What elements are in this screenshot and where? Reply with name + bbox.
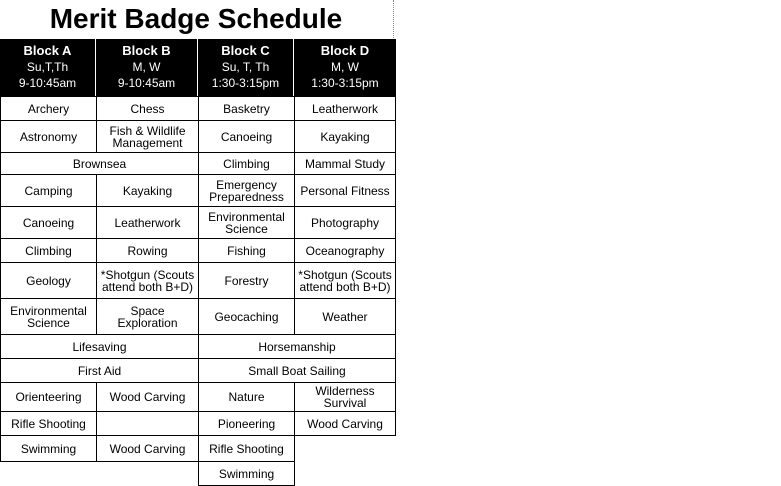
schedule-cell: Nature xyxy=(198,382,295,412)
schedule-cell: Environmental Science xyxy=(198,206,295,239)
schedule-cell: Climbing xyxy=(198,152,295,175)
schedule-cell: Fishing xyxy=(198,238,295,263)
schedule-cell: Brownsea xyxy=(0,152,199,175)
block-d-time: 1:30-3:15pm xyxy=(311,76,379,90)
schedule-cell: Leatherwork xyxy=(294,96,396,121)
schedule-cell: Kayaking xyxy=(96,174,199,207)
block-a-days: Su,T,Th xyxy=(26,60,69,74)
schedule-cell: Rifle Shooting xyxy=(198,435,295,462)
block-c-days: Su, T, Th xyxy=(221,60,270,74)
schedule-cell: Archery xyxy=(0,96,97,121)
schedule-cell: Geology xyxy=(0,262,97,299)
schedule-cell: Leatherwork xyxy=(96,206,199,239)
block-d-days: M, W xyxy=(331,60,359,74)
schedule-cell: Geocaching xyxy=(198,298,295,335)
schedule-cell: *Shotgun (Scouts attend both B+D) xyxy=(96,262,199,299)
schedule-cell: Space Exploration xyxy=(96,298,199,335)
schedule-cell: Orienteering xyxy=(0,382,97,412)
schedule-cell: First Aid xyxy=(0,358,199,383)
schedule-cell: Canoeing xyxy=(0,206,97,239)
schedule-cell: Pioneering xyxy=(198,411,295,436)
block-a-time: 9-10:45am xyxy=(18,76,77,90)
block-b-name: Block B xyxy=(122,43,171,58)
schedule-cell: Rifle Shooting xyxy=(0,411,97,436)
schedule-cell: Weather xyxy=(294,298,396,335)
block-a-header xyxy=(0,39,96,97)
schedule-cell: Canoeing xyxy=(198,120,295,153)
schedule-cell: Photography xyxy=(294,206,396,239)
schedule-cell: Basketry xyxy=(198,96,295,121)
schedule-cell: Chess xyxy=(96,96,199,121)
schedule-cell: Personal Fitness xyxy=(294,174,396,207)
schedule-cell: Forestry xyxy=(198,262,295,299)
schedule-cell: Wood Carving xyxy=(294,411,396,436)
block-d-name: Block D xyxy=(320,43,370,58)
schedule-cell: Emergency Preparedness xyxy=(198,174,295,207)
block-c-header xyxy=(198,39,294,97)
schedule-cell: Fish & Wildlife Management xyxy=(96,120,199,153)
schedule-cell: Swimming xyxy=(198,461,295,486)
schedule-cell: Swimming xyxy=(0,435,97,462)
schedule-cell-empty xyxy=(96,411,199,436)
block-c-name: Block C xyxy=(221,43,270,58)
schedule-cell: Wood Carving xyxy=(96,382,199,412)
schedule-cell: Rowing xyxy=(96,238,199,263)
schedule-cell: Kayaking xyxy=(294,120,396,153)
schedule-cell: Lifesaving xyxy=(0,334,199,359)
title-area xyxy=(0,0,394,38)
schedule-cell: Mammal Study xyxy=(294,152,396,175)
block-a-name: Block A xyxy=(23,43,72,58)
schedule-cell: Wilderness Survival xyxy=(294,382,396,412)
block-b-header xyxy=(96,39,198,97)
block-d-header xyxy=(294,39,396,97)
block-c-time: 1:30-3:15pm xyxy=(211,76,280,90)
schedule-cell: Environmental Science xyxy=(0,298,97,335)
page-title: Merit Badge Schedule xyxy=(49,3,343,34)
schedule-cell: Climbing xyxy=(0,238,97,263)
block-b-days: M, W xyxy=(132,60,161,74)
schedule-cell: *Shotgun (Scouts attend both B+D) xyxy=(294,262,396,299)
schedule-cell: Camping xyxy=(0,174,97,207)
schedule-cell: Small Boat Sailing xyxy=(198,358,396,383)
block-b-time: 9-10:45am xyxy=(117,76,176,90)
schedule-cell: Astronomy xyxy=(0,120,97,153)
schedule-cell: Horsemanship xyxy=(198,334,396,359)
schedule-cell: Wood Carving xyxy=(96,435,199,462)
schedule-cell: Oceanography xyxy=(294,238,396,263)
